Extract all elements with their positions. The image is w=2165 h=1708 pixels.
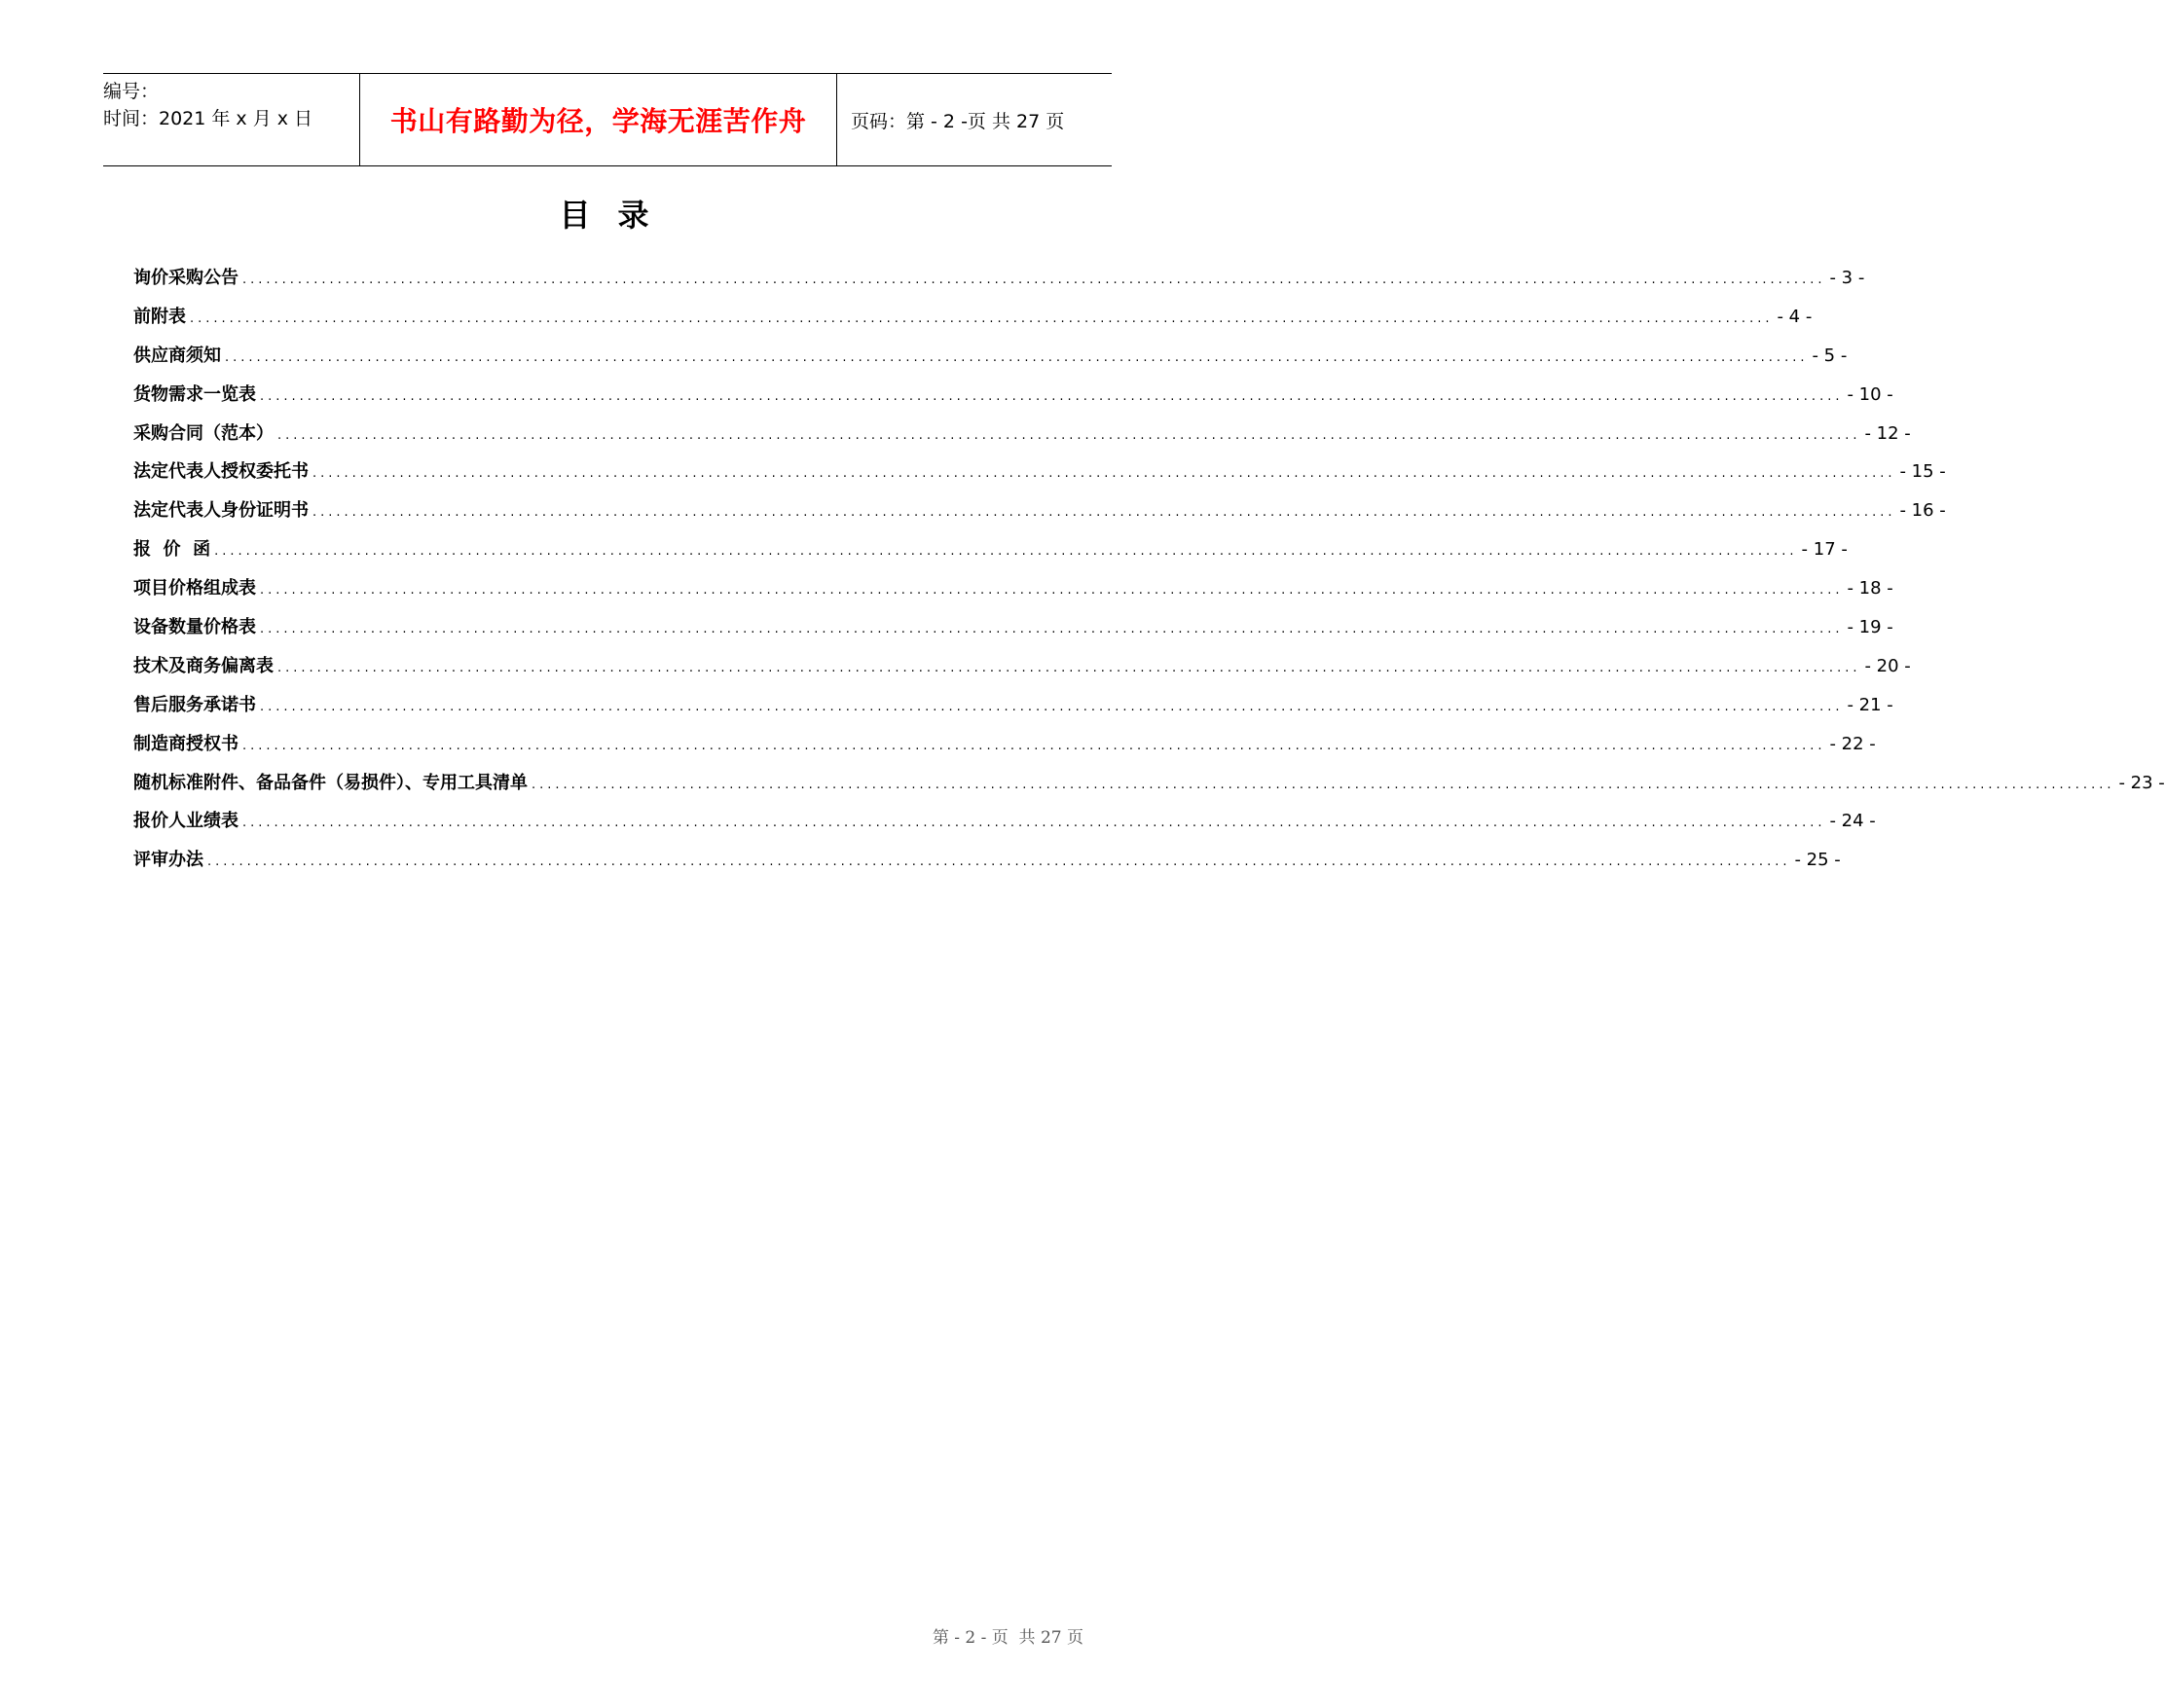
header-page-info: 页码：第 - 2 -页 共 27 页 [851,110,1065,132]
toc-entry-title: 技术及商务偏离表 [133,655,274,676]
toc-entry[interactable] [133,730,1876,769]
toc-dot-leader: ........................................................................................................................................................................................................ [260,699,1844,714]
toc-dot-leader: ........................................................................................................................................................................................................ [242,738,1826,753]
toc-entry-page: - 17 - [1801,539,1848,561]
toc-dot-leader: ........................................................................................................................................................................................................ [277,427,1861,443]
toc-entry-title: 法定代表人授权委托书 [133,461,309,483]
toc-entry-title: 前附表 [133,306,186,327]
toc-entry[interactable] [133,807,1876,846]
toc-entry[interactable] [133,381,1893,419]
toc-entry-title: 货物需求一览表 [133,383,256,405]
toc-entry-title: 供应商须知 [133,345,221,366]
toc-dot-leader: ........................................................................................................................................................................................................ [277,660,1861,675]
document-number-label: 编号： [103,81,160,102]
toc-entry-title: 采购合同（范本） [133,422,274,444]
toc-entry-title: 售后服务承诺书 [133,694,256,715]
toc-dot-leader: ........................................................................................................................................................................................................ [225,349,1809,365]
toc-title: 目录 [559,197,677,234]
toc-dot-leader: ........................................................................................................................................................................................................ [312,505,1896,521]
toc-entry-page: - 10 - [1847,383,1893,405]
toc-entry[interactable] [133,574,1893,613]
toc-entry[interactable] [133,691,1893,730]
toc-entry-page: - 20 - [1864,655,1911,676]
toc-entry-title: 法定代表人身份证明书 [133,500,309,522]
toc-dot-leader: ........................................................................................................................................................................................................ [532,777,2115,792]
toc-entry-page: - 12 - [1864,422,1911,444]
toc-entry-page: - 24 - [1829,811,1876,832]
toc-entry-page: - 19 - [1847,617,1893,638]
toc-entry[interactable] [133,264,1865,303]
toc-dot-leader: ........................................................................................................................................................................................................ [260,622,1844,637]
toc-entry-title: 询价采购公告 [133,268,239,288]
toc-entry-title: 评审办法 [133,850,203,871]
toc-dot-leader: ........................................................................................................................................................................................................ [260,388,1844,404]
header-left-cell [103,74,360,165]
toc-entry[interactable] [133,769,2165,808]
toc-entry-title: 报 价 函 [133,539,211,561]
toc-dot-leader: ........................................................................................................................................................................................................ [312,466,1896,482]
toc-entry[interactable] [133,613,1893,652]
toc-dot-leader: ........................................................................................................................................................................................................ [207,854,1791,870]
toc-entry[interactable] [133,303,1813,342]
header-motto: 书山有路勤为径，学海无涯苦作舟 [389,105,807,137]
toc-entry-title: 设备数量价格表 [133,617,256,638]
toc-entry[interactable] [133,342,1848,381]
toc-entry-page: - 21 - [1847,694,1893,715]
document-date-label: 时间：2021 年 x 月 x 日 [103,108,313,129]
toc-entry-page: - 22 - [1829,733,1876,754]
toc-entry[interactable] [133,457,1946,496]
header-motto-cell [360,74,837,165]
toc-dot-leader: ........................................................................................................................................................................................................ [190,310,1774,326]
toc-entry-title: 项目价格组成表 [133,578,256,600]
toc-entry-title: 制造商授权书 [133,733,239,754]
toc-entry[interactable] [133,535,1848,574]
toc-entry-page: - 5 - [1812,345,1848,366]
toc-entry-page: - 4 - [1777,306,1813,327]
toc-entry-title: 随机标准附件、备品备件（易损件）、专用工具清单 [133,772,528,793]
toc-entry-page: - 15 - [1899,461,1946,483]
page-header [103,73,1112,166]
toc-dot-leader: ........................................................................................................................................................................................................ [242,816,1826,831]
toc-entry[interactable] [133,496,1946,535]
toc-entry-page: - 25 - [1794,850,1841,871]
toc-dot-leader: ........................................................................................................................................................................................................ [214,544,1798,560]
table-of-contents [133,264,2165,885]
toc-entry-title: 报价人业绩表 [133,811,239,832]
toc-entry[interactable] [133,846,1841,885]
toc-entry[interactable] [133,652,1911,691]
toc-entry-page: - 23 - [2118,772,2165,793]
toc-entry-page: - 18 - [1847,578,1893,600]
toc-entry-page: - 3 - [1829,268,1865,288]
toc-dot-leader: ........................................................................................................................................................................................................ [242,273,1826,287]
toc-entry-page: - 16 - [1899,500,1946,522]
page-footer: 第 - 2 - 页 共 27 页 [932,1628,1083,1648]
toc-entry[interactable] [133,419,1911,458]
toc-dot-leader: ........................................................................................................................................................................................................ [260,583,1844,599]
header-page-info-cell [837,74,1112,165]
